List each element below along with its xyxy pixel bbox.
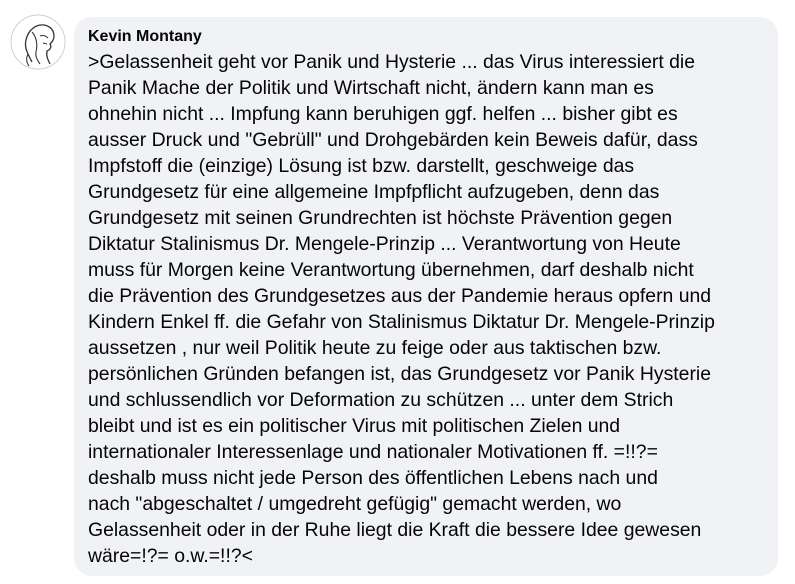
comment-author[interactable]: Kevin Montany: [88, 28, 202, 45]
sketch-face-icon: [10, 14, 66, 70]
avatar[interactable]: [10, 14, 66, 70]
comment-text: >Gelassenheit geht vor Panik und Hysterie ... das Virus interessiert die Panik Mache der Politik und Wirtschaft nicht, ändern kann man es ohnehin nicht ... Impfung kann beruhigen ggf. helfen ... bisher gibt es ausser Druck und "Gebrüll" und Drohgebärden kein Beweis dafür, dass Impfstoff die (einzige) Lösung ist bzw. darstellt, geschweige das Grundgesetz für eine allgemeine Impfpflicht aufzugeben, denn das Grundgesetz mit seinen Grundrechten ist höchste Prävention gegen Diktatur Stalinismus Dr. Mengele-Prinzip ... Verantwortung von Heute muss für Morgen keine Verantwortung übernehmen, darf deshalb nicht die Prävention des Grundgesetzes aus der Pandemie heraus opfern und Kindern Enkel ff. die Gefahr von Stalinismus Diktatur Dr. Mengele-Prinzip aussetzen , nur weil Politik heute zu feige oder aus taktischen bzw. persönlichen Gründen befangen ist, das Grundgesetz vor Panik Hysterie und schlussendlich vor Deformation zu schützen ... unter dem Strich bleibt und ist es ein politischer Virus mit politischen Zielen und internationaler Interessenlage und nationaler Motivationen ff. =!!?= deshalb muss nicht jede Person des öffentlichen Lebens nach und nach "abgeschaltet / umgedreht gefügig" gemacht werden, wo Gelassenheit oder in der Ruhe liegt die Kraft die bessere Idee gewesen wäre=!?= o.w.=!!?<: [88, 51, 715, 567]
comment-bubble: [74, 17, 778, 576]
